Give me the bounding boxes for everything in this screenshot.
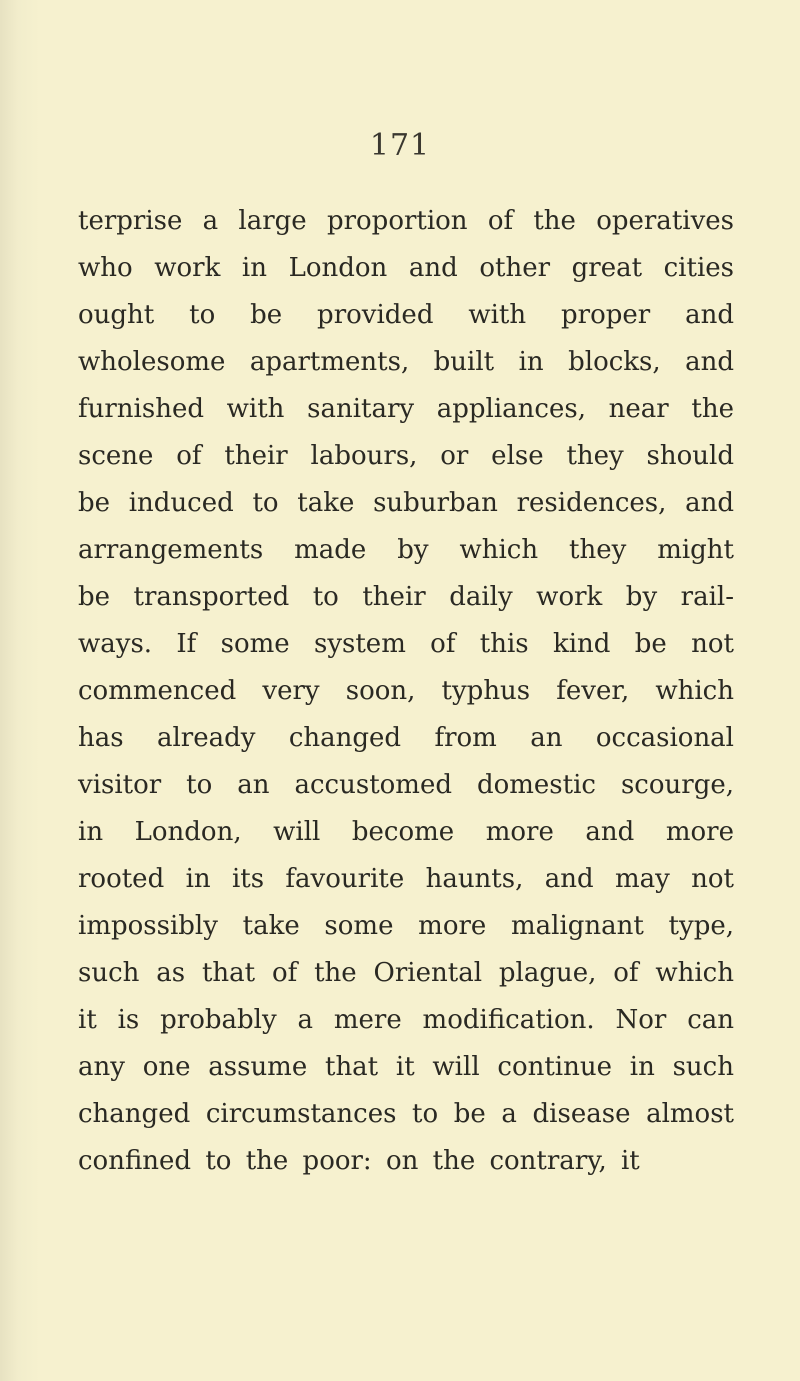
text-line: it is probably a mere modification. Nor can (78, 1005, 734, 1035)
text-line: be induced to take suburban residences, and (78, 488, 734, 518)
text-line: in London, will become more and more (78, 817, 734, 847)
text-line: arrangements made by which they might (78, 535, 734, 565)
text-line: ways. If some system of this kind be not (78, 629, 734, 659)
text-line: be transported to their daily work by rail- (78, 582, 734, 612)
text-line: commenced very soon, typhus fever, which (78, 676, 734, 706)
text-line: furnished with sanitary appliances, near the (78, 394, 734, 424)
text-line: such as that of the Oriental plague, of which (78, 958, 734, 988)
text-line: confined to the poor: on the contrary, it (78, 1146, 640, 1176)
text-line: terprise a large proportion of the operatives (78, 206, 734, 236)
text-line: scene of their labours, or else they should (78, 441, 734, 471)
text-line: wholesome apartments, built in blocks, and (78, 347, 734, 377)
text-line: any one assume that it will continue in such (78, 1052, 734, 1082)
text-line: impossibly take some more malignant type, (78, 911, 734, 941)
text-line: rooted in its favourite haunts, and may not (78, 864, 734, 894)
text-line: visitor to an accustomed domestic scourge, (78, 770, 734, 800)
text-line: who work in London and other great cities (78, 253, 734, 283)
text-line: changed circumstances to be a disease almost (78, 1099, 734, 1129)
text-line: has already changed from an occasional (78, 723, 734, 753)
body-text (78, 198, 734, 1185)
page-number: 171 (369, 128, 431, 163)
text-line: ought to be provided with proper and (78, 300, 734, 330)
